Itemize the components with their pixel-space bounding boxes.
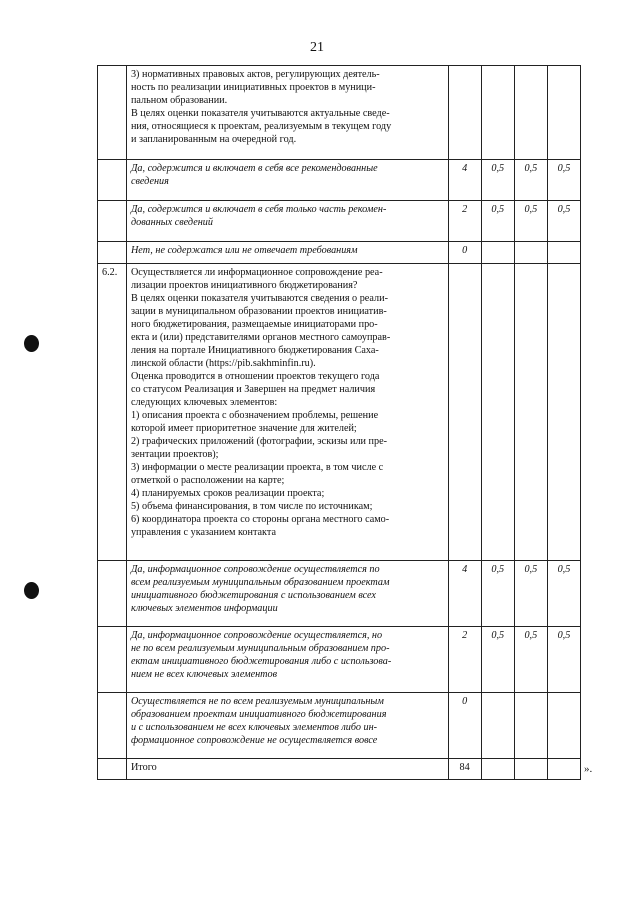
table-row [98, 627, 581, 693]
criterion-text-cell: Да, содержится и включает в себя все рекомендованные сведения [126, 160, 448, 201]
weight-cell [481, 66, 514, 160]
closing-quote: ». [584, 763, 593, 775]
criterion-text-cell: Осуществляется ли информационное сопровождение реа- лизации проектов инициативного бюджетирования? В целях оценки показателя учитываются сведения о реали- зации в муниципальном образовании проектов инициатив- ного бюджетирования, размещаемые инициаторами про- екта и (или) представителями органов местного самоуправ- ления на портале Инициативного бюджетирования Саха- линской области (https://pib.sakhminfin.ru). Оценка проводится в отношении проектов текущего года со статусом Реализация и Завершен на предмет наличия следующих ключевых элементов: 1) описания проекта с обозначением проблемы, решение которой имеет приоритетное значение для жителей; 2) графических приложений (фотографии, эскизы или пре- зентации проектов); 3) информации о месте реализации проекта, в том числе с отметкой о расположении на карте; 4) планируемых сроков реализации проекта; 5) объема финансирования, в том числе по источникам; 6) координатора проекта со стороны органа местного само- управления с указанием контакта [126, 264, 448, 561]
score-cell: 2 [448, 627, 481, 693]
row-number-cell: 6.2. [98, 264, 127, 561]
weight-cell [547, 693, 580, 759]
row-number-cell [98, 201, 127, 242]
weight-cell [514, 66, 547, 160]
weight-cell [481, 759, 514, 780]
table-row [98, 160, 581, 201]
page-number: 21 [310, 40, 324, 55]
punch-hole-mark [24, 335, 39, 352]
weight-cell [547, 66, 580, 160]
row-number-cell [98, 242, 127, 264]
weight-cell [514, 242, 547, 264]
score-cell [448, 264, 481, 561]
criterion-text-cell: 3) нормативных правовых актов, регулирующих деятель- ность по реализации инициативных проектов в муници- пальном образовании. В целях оценки показателя учитываются актуальные сведе- ния, относящиеся к проектам, реализуемым в текущем году и запланированным на очередной год. [126, 66, 448, 160]
criterion-text-cell: Осуществляется не по всем реализуемым муниципальным образованием проектам инициативного бюджетирования и с использованием не всех ключевых элементов либо ин- формационное сопровождение не осуществляется вовсе [126, 693, 448, 759]
criterion-text-cell: Да, информационное сопровождение осуществляется, но не по всем реализуемым муниципальным образованием про- ектам инициативного бюджетирования либо с использова- нием не всех ключевых элементов [126, 627, 448, 693]
row-number-cell [98, 693, 127, 759]
weight-cell [481, 264, 514, 561]
row-number-cell [98, 759, 127, 780]
weight-cell [547, 264, 580, 561]
criteria-table-body [98, 66, 581, 780]
weight-cell [481, 242, 514, 264]
criterion-text-cell: Итого [126, 759, 448, 780]
score-cell [448, 66, 481, 160]
table-row [98, 693, 581, 759]
criterion-text-cell: Да, содержится и включает в себя только часть рекомен- дованных сведений [126, 201, 448, 242]
weight-cell [514, 264, 547, 561]
table-row [98, 66, 581, 160]
weight-cell [514, 693, 547, 759]
score-cell: 0 [448, 693, 481, 759]
weight-cell: 0,5 [481, 160, 514, 201]
weight-cell [547, 242, 580, 264]
weight-cell: 0,5 [514, 627, 547, 693]
score-cell: 0 [448, 242, 481, 264]
table-row [98, 264, 581, 561]
row-number-cell [98, 66, 127, 160]
weight-cell: 0,5 [514, 561, 547, 627]
criterion-text-cell: Нет, не содержатся или не отвечает требованиям [126, 242, 448, 264]
weight-cell: 0,5 [547, 561, 580, 627]
row-number-cell [98, 561, 127, 627]
weight-cell: 0,5 [481, 561, 514, 627]
row-number-cell [98, 160, 127, 201]
table-row [98, 759, 581, 780]
weight-cell [481, 693, 514, 759]
score-cell: 4 [448, 561, 481, 627]
weight-cell: 0,5 [481, 201, 514, 242]
score-cell: 84 [448, 759, 481, 780]
criteria-table [97, 65, 581, 780]
table-row [98, 201, 581, 242]
weight-cell: 0,5 [514, 160, 547, 201]
weight-cell: 0,5 [547, 201, 580, 242]
criterion-text-cell: Да, информационное сопровождение осуществляется по всем реализуемым муниципальным образованием проектам инициативного бюджетирования с использованием всех ключевых элементов информации [126, 561, 448, 627]
row-number-cell [98, 627, 127, 693]
weight-cell [547, 759, 580, 780]
punch-hole-mark [24, 582, 39, 599]
weight-cell [514, 759, 547, 780]
weight-cell: 0,5 [547, 627, 580, 693]
table-row [98, 242, 581, 264]
weight-cell: 0,5 [514, 201, 547, 242]
weight-cell: 0,5 [481, 627, 514, 693]
table-row [98, 561, 581, 627]
weight-cell: 0,5 [547, 160, 580, 201]
score-cell: 4 [448, 160, 481, 201]
score-cell: 2 [448, 201, 481, 242]
